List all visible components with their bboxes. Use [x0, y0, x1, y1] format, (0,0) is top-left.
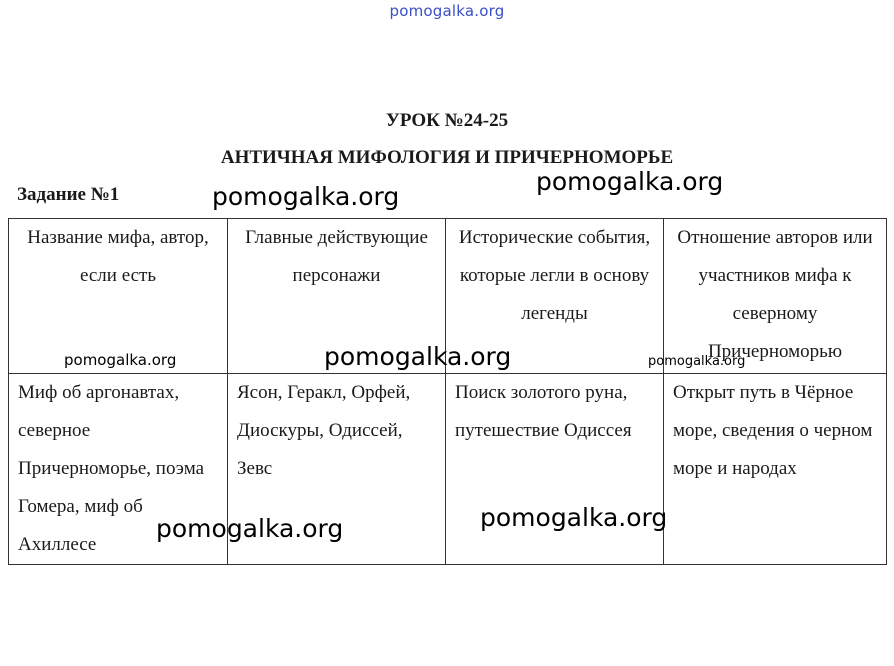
table-cell: Поиск золотого руна, путешествие Одиссея [446, 374, 664, 565]
watermark: pomogalka.org [536, 167, 724, 196]
table-row [9, 374, 887, 565]
table-cell: Ясон, Геракл, Орфей, Диоскуры, Одиссей, Зевс [228, 374, 446, 565]
table-cell: Миф об аргонавтах, северное Причерноморье, поэма Гомера, миф об Ахиллесе [9, 374, 228, 565]
watermark: pomogalka.org [648, 354, 746, 369]
watermark: pomogalka.org [156, 514, 344, 543]
table-header-cell: Название мифа, автор, если есть [9, 219, 228, 374]
lesson-title: УРОК №24-25 [385, 110, 509, 131]
watermark: pomogalka.org [64, 351, 177, 369]
table-header-cell: Исторические события, которые легли в основу легенды [446, 219, 664, 374]
table-header-cell: Отношение авторов или участников мифа к северному Причерноморью [664, 219, 887, 374]
table-header-cell: Главные действующие персонажи [228, 219, 446, 374]
watermark: pomogalka.org [212, 182, 400, 211]
task-table [8, 218, 887, 565]
watermark: pomogalka.org [324, 342, 512, 371]
watermark: pomogalka.org [480, 503, 668, 532]
site-link[interactable]: pomogalka.org [389, 2, 505, 20]
table-cell: Открыт путь в Чёрное море, сведения о черном море и народах [664, 374, 887, 565]
lesson-subtitle: АНТИЧНАЯ МИФОЛОГИЯ И ПРИЧЕРНОМОРЬЕ [220, 147, 674, 168]
task-label: Задание №1 [17, 184, 120, 205]
